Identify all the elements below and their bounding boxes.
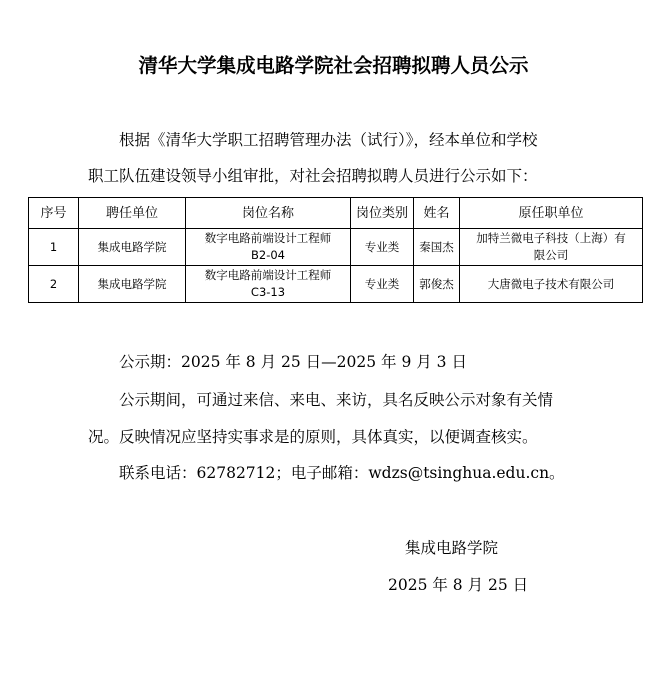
table-row [29,229,643,266]
header-category: 岗位类别 [351,198,414,229]
cell-category: 专业类 [351,229,414,266]
position-title: 数字电路前端设计工程师 [204,231,332,245]
cell-unit: 集成电路学院 [79,266,186,303]
header-position: 岗位名称 [186,198,351,229]
header-index: 序号 [29,198,79,229]
cell-unit: 集成电路学院 [79,229,186,266]
position-code: B2-04 [251,248,285,262]
cell-name: 秦国杰 [414,229,460,266]
position-code: C3-13 [250,285,286,299]
header-previous-employer: 原任职单位 [460,198,643,229]
previous-employer-line-2: 限公司 [533,248,569,262]
notice-contact: 联系电话：62782712；电子邮箱：wdzs@tsinghua.edu.cn。 [119,464,565,482]
cell-index: 2 [29,266,79,303]
cell-position [186,229,351,266]
position-title: 数字电路前端设计工程师 [204,268,332,282]
notice-period: 公示期：2025 年 8 月 25 日—2025 年 9 月 3 日 [119,353,467,371]
cell-previous-employer [460,229,643,266]
signature-date: 2025 年 8 月 25 日 [388,576,529,594]
cell-name: 郭俊杰 [414,266,460,303]
notice-feedback-line-1: 公示期间，可通过来信、来电、来访，具名反映公示对象有关情 [119,391,554,409]
header-name: 姓名 [414,198,460,229]
page-title: 清华大学集成电路学院社会招聘拟聘人员公示 [138,54,529,77]
candidate-table [28,197,643,303]
signature-org: 集成电路学院 [405,539,499,557]
cell-index: 1 [29,229,79,266]
cell-category: 专业类 [351,266,414,303]
intro-line-2: 职工队伍建设领导小组审批，对社会招聘拟聘人员进行公示如下： [88,167,538,185]
intro-line-1: 根据《清华大学职工招聘管理办法（试行）》，经本单位和学校 [119,131,538,149]
table-row [29,266,643,303]
header-unit: 聘任单位 [79,198,186,229]
notice-feedback-line-2: 况。反映情况应坚持实事求是的原则，具体真实，以便调查核实。 [88,428,538,446]
cell-previous-employer: 大唐微电子技术有限公司 [460,266,643,303]
previous-employer-line-1: 加特兰微电子科技（上海）有 [476,231,626,245]
table-header-row [29,198,643,229]
cell-position [186,266,351,303]
